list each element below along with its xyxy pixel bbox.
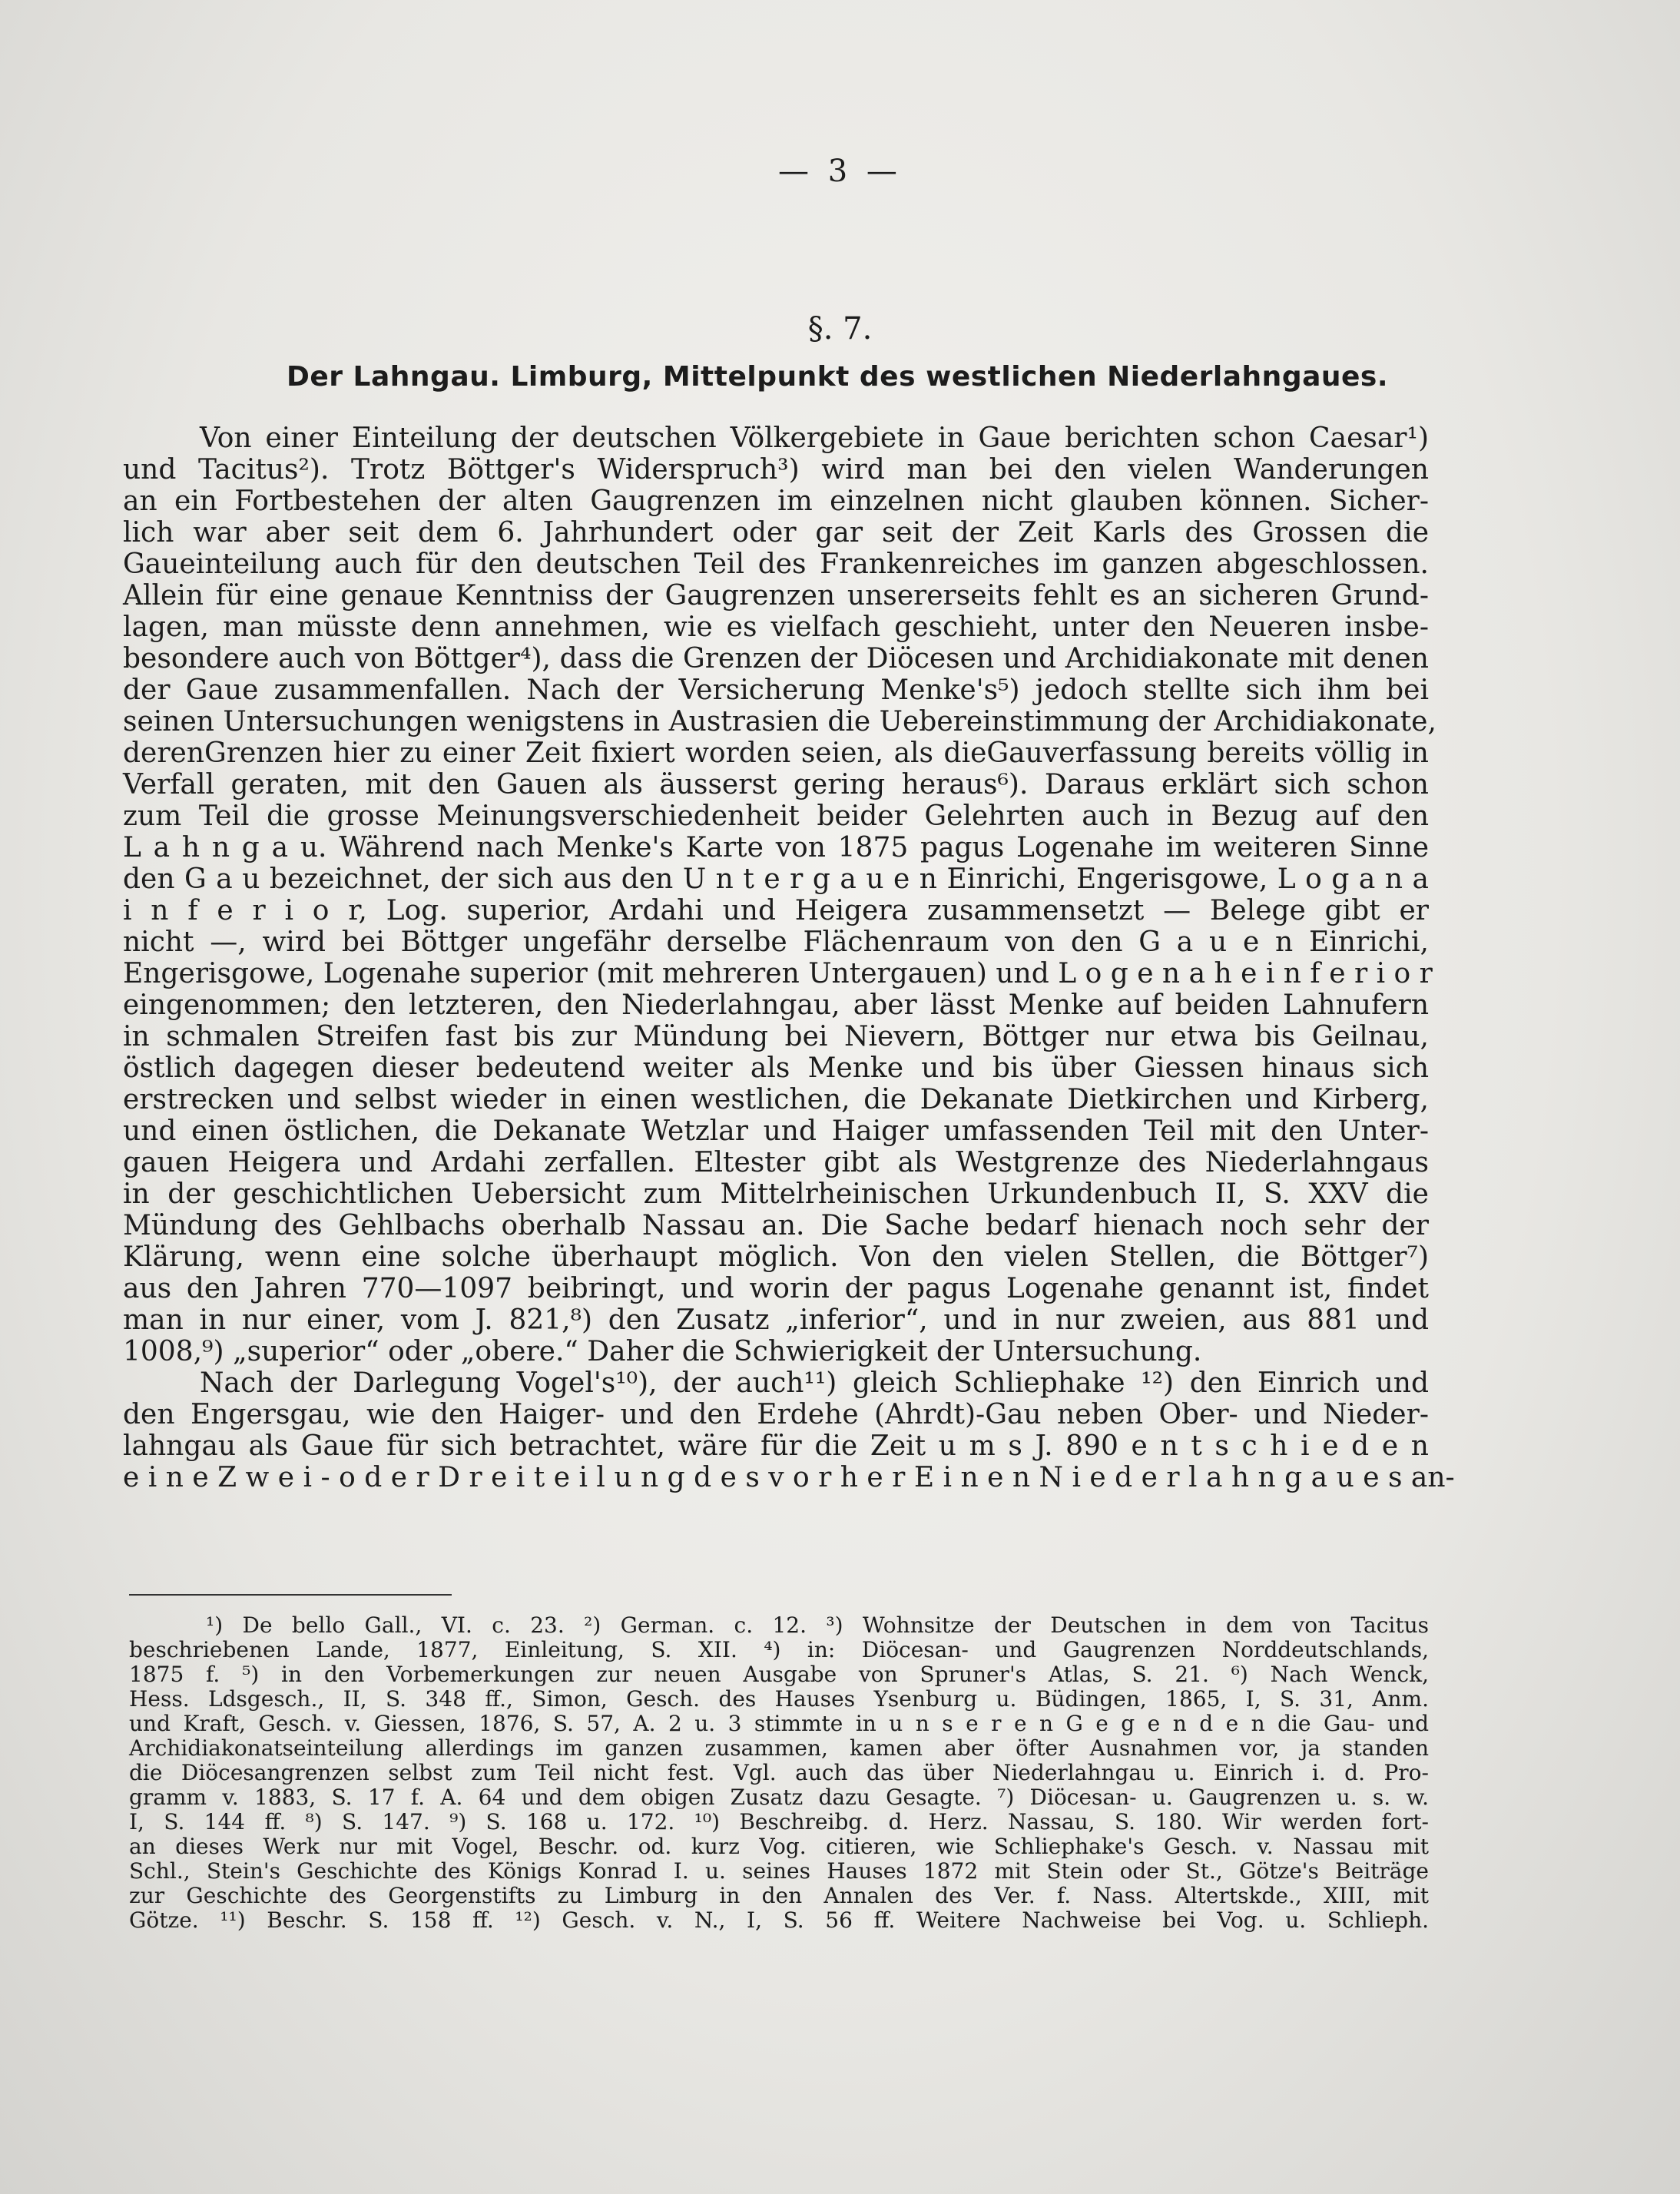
footnote-line: Schl., Stein's Geschichte des Königs Konrad I. u. seines Hauses 1872 mit Stein oder St., Götze's Beiträge xyxy=(129,1858,1429,1884)
body-line: östlich dagegen dieser bedeutend weiter als Menke und bis über Giessen hinaus sich xyxy=(123,1052,1429,1084)
footnote-line: Götze. ¹¹) Beschr. S. 158 ff. ¹²) Gesch. v. N., I, S. 56 ff. Weitere Nachweise bei Vog. u. Schlieph. xyxy=(129,1907,1429,1933)
page-number: — 3 — xyxy=(778,154,902,189)
body-line: aus den Jahren 770—1097 beibringt, und worin der pagus Logenahe genannt ist, findet xyxy=(123,1273,1429,1304)
body-line: der Gaue zusammenfallen. Nach der Versicherung Menke's⁵) jedoch stellte sich ihm bei xyxy=(123,674,1429,706)
body-line: zum Teil die grosse Meinungsverschiedenheit beider Gelehrten auch in Bezug auf den xyxy=(123,800,1429,832)
body-line: 1008,⁹) „superior“ oder „obere.“ Daher die Schwierigkeit der Untersuchung. xyxy=(123,1336,1202,1367)
section-mark: §. 7. xyxy=(807,311,873,346)
body-line: e i n e Z w e i - o d e r D r e i t e i l u n g d e s v o r h e r E i n e n N i e d e r l a h n g a u e s an- xyxy=(123,1462,1455,1493)
body-line: Allein für eine genaue Kenntniss der Gaugrenzen unsererseits fehlt es an sicheren Grund- xyxy=(123,580,1429,611)
body-line: Verfall geraten, mit den Gauen als äusserst gering heraus⁶). Daraus erklärt sich schon xyxy=(123,769,1429,800)
footnote-line: und Kraft, Gesch. v. Giessen, 1876, S. 57, A. 2 u. 3 stimmte in u n s e r e n G e g e n d e n die Gau- und xyxy=(129,1711,1429,1736)
body-line: gauen Heigera und Ardahi zerfallen. Eltester gibt als Westgrenze des Niederlahngaus xyxy=(123,1147,1429,1178)
body-line: Von einer Einteilung der deutschen Völkergebiete in Gaue berichten schon Caesar¹) xyxy=(200,423,1429,454)
body-line: L a h n g a u. Während nach Menke's Karte von 1875 pagus Logenahe im weiteren Sinne xyxy=(123,832,1429,863)
body-line: Klärung, wenn eine solche überhaupt möglich. Von den vielen Stellen, die Böttger⁷) xyxy=(123,1241,1429,1273)
body-line: in der geschichtlichen Uebersicht zum Mittelrheinischen Urkundenbuch II, S. XXV die xyxy=(123,1178,1429,1210)
footnote-line: 1875 f. ⁵) in den Vorbemerkungen zur neuen Ausgabe von Spruner's Atlas, S. 21. ⁶) Nach Wenck, xyxy=(129,1662,1429,1687)
body-line: erstrecken und selbst wieder in einen westlichen, die Dekanate Dietkirchen und Kirberg, xyxy=(123,1084,1429,1115)
footnote-line: I, S. 144 ff. ⁸) S. 147. ⁹) S. 168 u. 172. ¹⁰) Beschreibg. d. Herz. Nassau, S. 180. Wir werden fort- xyxy=(129,1809,1429,1834)
footnote-line: die Diöcesangrenzen selbst zum Teil nicht fest. Vgl. auch das über Niederlahngau u. Einrich i. d. Pro- xyxy=(129,1760,1429,1785)
body-line: in schmalen Streifen fast bis zur Mündung bei Nievern, Böttger nur etwa bis Geilnau, xyxy=(123,1021,1429,1052)
body-line: nicht —, wird bei Böttger ungefähr derselbe Flächenraum von den G a u e n Einrichi, xyxy=(123,926,1429,958)
body-line: den Engersgau, wie den Haiger- und den Erdehe (Ahrdt)-Gau neben Ober- und Nieder- xyxy=(123,1399,1429,1430)
body-line: seinen Untersuchungen wenigstens in Austrasien die Uebereinstimmung der Archidiakonate, xyxy=(123,706,1436,737)
body-line: und Tacitus²). Trotz Böttger's Widerspruch³) wird man bei den vielen Wanderungen xyxy=(123,454,1429,486)
body-text xyxy=(123,423,1455,1493)
body-line: lagen, man müsste denn annehmen, wie es vielfach geschieht, unter den Neueren insbe- xyxy=(123,611,1429,643)
footnote-line: Archidiakonatseinteilung allerdings im ganzen zusammen, kamen aber öfter Ausnahmen vor, ja standen xyxy=(129,1735,1429,1761)
footnotes xyxy=(129,1613,1429,1933)
body-line: besondere auch von Böttger⁴), dass die Grenzen der Diöcesen und Archidiakonate mit denen xyxy=(123,643,1429,674)
footnote-line: Hess. Ldsgesch., II, S. 348 ff., Simon, Gesch. des Hauses Ysenburg u. Büdingen, 1865, I, S. 31, Anm. xyxy=(129,1686,1429,1712)
footnote-divider xyxy=(129,1594,452,1596)
footnote-line: an dieses Werk nur mit Vogel, Beschr. od. kurz Vog. citieren, wie Schliephake's Gesch. v. Nassau mit xyxy=(129,1834,1429,1859)
body-line: eingenommen; den letzteren, den Niederlahngau, aber lässt Menke auf beiden Lahnufern xyxy=(123,989,1429,1021)
body-line: Nach der Darlegung Vogel's¹⁰), der auch¹¹) gleich Schliephake ¹²) den Einrich und xyxy=(200,1367,1429,1399)
body-line: lahngau als Gaue für sich betrachtet, wäre für die Zeit u m s J. 890 e n t s c h i e d e n xyxy=(123,1430,1429,1462)
body-line: derenGrenzen hier zu einer Zeit fixiert worden seien, als dieGauverfassung bereits völlig in xyxy=(123,737,1429,769)
body-line: an ein Fortbestehen der alten Gaugrenzen im einzelnen nicht glauben können. Sicher- xyxy=(123,486,1429,517)
body-line: Mündung des Gehlbachs oberhalb Nassau an. Die Sache bedarf hienach noch sehr der xyxy=(123,1210,1429,1241)
footnote-line: gramm v. 1883, S. 17 f. A. 64 und dem obigen Zusatz dazu Gesagte. ⁷) Diöcesan- u. Gaugrenzen u. s. w. xyxy=(129,1785,1429,1810)
footnote-line: beschriebenen Lande, 1877, Einleitung, S. XII. ⁴) in: Diöcesan- und Gaugrenzen Norddeutschlands, xyxy=(129,1637,1429,1662)
footnote-line: ¹) De bello Gall., VI. c. 23. ²) German. c. 12. ³) Wohnsitze der Deutschen in dem von Tacitus xyxy=(206,1612,1429,1638)
body-line: den G a u bezeichnet, der sich aus den U n t e r g a u e n Einrichi, Engerisgowe, L o g a n a xyxy=(123,863,1429,895)
body-line: Engerisgowe, Logenahe superior (mit mehreren Untergauen) und L o g e n a h e i n f e r i o r xyxy=(123,958,1433,989)
section-heading: Der Lahngau. Limburg, Mittelpunkt des westlichen Niederlahngaues. xyxy=(286,361,1389,393)
body-line: und einen östlichen, die Dekanate Wetzlar und Haiger umfassenden Teil mit den Unter- xyxy=(123,1115,1429,1147)
body-line: lich war aber seit dem 6. Jahrhundert oder gar seit der Zeit Karls des Grossen die xyxy=(123,517,1429,548)
body-line: Gaueinteilung auch für den deutschen Teil des Frankenreiches im ganzen abgeschlossen. xyxy=(123,548,1429,580)
body-line: i n f e r i o r, Log. superior, Ardahi und Heigera zusammensetzt — Belege gibt er xyxy=(123,895,1429,926)
footnote-line: zur Geschichte des Georgenstifts zu Limburg in den Annalen des Ver. f. Nass. Altertskde., XIII, mit xyxy=(129,1883,1429,1908)
body-line: man in nur einer, vom J. 821,⁸) den Zusatz „inferior“, und in nur zweien, aus 881 und xyxy=(123,1304,1429,1336)
